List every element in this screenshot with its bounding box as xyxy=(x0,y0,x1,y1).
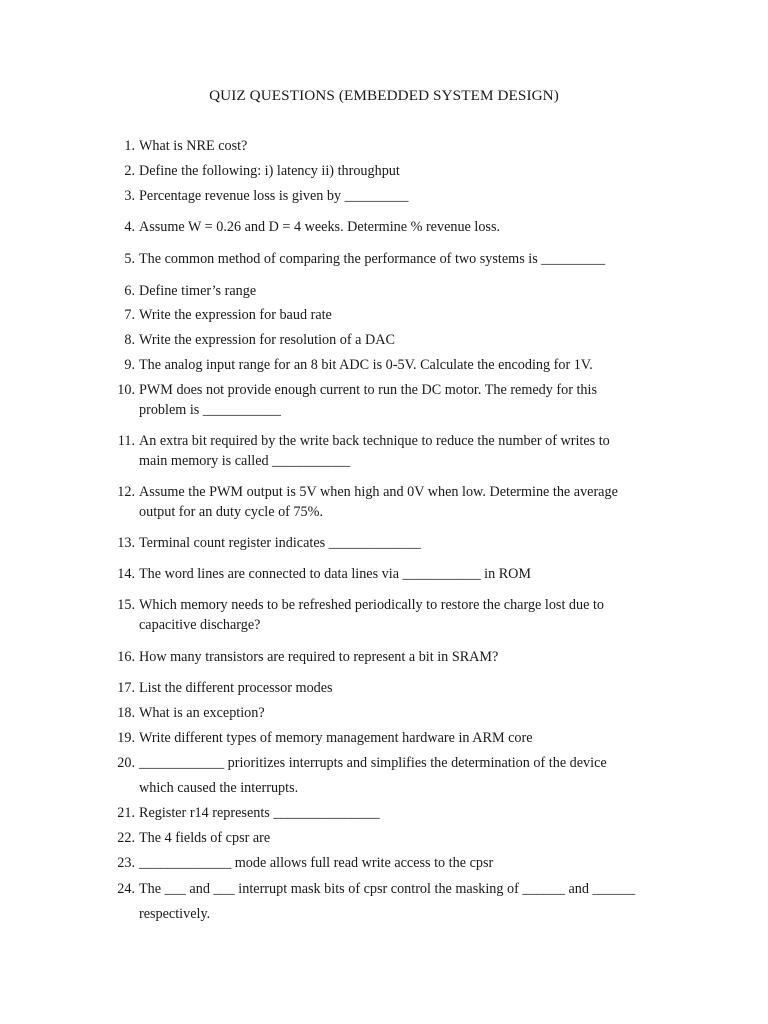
question-text: Write different types of memory management hardware in ARM core xyxy=(139,730,533,746)
question-number: 19. xyxy=(117,730,135,746)
question-number: 8. xyxy=(124,332,135,348)
question-number: 17. xyxy=(117,680,135,696)
question-text: Write the expression for resolution of a DAC xyxy=(139,332,395,348)
question-text: Write the expression for baud rate xyxy=(139,307,332,323)
question-number: 21. xyxy=(117,805,135,821)
question-text: List the different processor modes xyxy=(139,680,333,696)
question-text-continued: which caused the interrupts. xyxy=(139,780,299,796)
question-number: 22. xyxy=(117,830,135,846)
question-text: Percentage revenue loss is given by _________ xyxy=(139,188,409,204)
question-number: 13. xyxy=(117,535,135,551)
question-number: 6. xyxy=(124,283,135,299)
question-text: The analog input range for an 8 bit ADC is 0-5V. Calculate the encoding for 1V. xyxy=(139,357,593,373)
question-number: 11. xyxy=(117,433,135,449)
question-text: How many transistors are required to represent a bit in SRAM? xyxy=(139,649,499,665)
question-text: What is NRE cost? xyxy=(139,138,248,154)
question-number: 2. xyxy=(124,163,135,179)
question-text: Register r14 represents _______________ xyxy=(139,805,380,821)
question-number: 14. xyxy=(117,566,135,582)
question-number: 23. xyxy=(117,855,135,871)
question-number: 1. xyxy=(124,138,135,154)
question-number: 18. xyxy=(117,705,135,721)
question-number: 12. xyxy=(117,484,135,500)
question-text: An extra bit required by the write back technique to reduce the number of writes to xyxy=(139,433,610,449)
question-text-continued: capacitive discharge? xyxy=(139,617,261,633)
question-text: Define the following: i) latency ii) throughput xyxy=(139,163,400,179)
question-text: Assume W = 0.26 and D = 4 weeks. Determine % revenue loss. xyxy=(139,219,501,235)
question-text-continued: output for an duty cycle of 75%. xyxy=(139,504,323,520)
question-text-continued: main memory is called ___________ xyxy=(139,453,351,469)
question-number: 3. xyxy=(124,188,135,204)
question-text: The ___ and ___ interrupt mask bits of cpsr control the masking of ______ and ______ xyxy=(139,881,636,897)
question-text-continued: respectively. xyxy=(139,906,211,922)
question-number: 16. xyxy=(117,649,135,665)
question-text: The word lines are connected to data lines via ___________ in ROM xyxy=(139,566,532,582)
question-text: The 4 fields of cpsr are xyxy=(139,830,271,846)
question-text: Which memory needs to be refreshed periodically to restore the charge lost due to xyxy=(139,597,605,613)
question-text: ____________ prioritizes interrupts and simplifies the determination of the device xyxy=(139,755,607,771)
question-text: Assume the PWM output is 5V when high and 0V when low. Determine the average xyxy=(139,484,618,500)
question-number: 5. xyxy=(124,251,135,267)
question-text: _____________ mode allows full read write access to the cpsr xyxy=(139,855,494,871)
question-number: 4. xyxy=(124,219,135,235)
question-text: Define timer’s range xyxy=(139,283,257,299)
question-number: 20. xyxy=(117,755,135,771)
question-number: 10. xyxy=(117,382,135,398)
question-number: 15. xyxy=(117,597,135,613)
question-text: What is an exception? xyxy=(139,705,265,721)
question-text: Terminal count register indicates _____________ xyxy=(139,535,421,551)
question-text-continued: problem is ___________ xyxy=(139,402,281,418)
document-title: QUIZ QUESTIONS (EMBEDDED SYSTEM DESIGN) xyxy=(209,87,559,104)
question-number: 9. xyxy=(124,357,135,373)
question-number: 24. xyxy=(117,881,135,897)
question-text: The common method of comparing the performance of two systems is _________ xyxy=(139,251,606,267)
question-text: PWM does not provide enough current to run the DC motor. The remedy for this xyxy=(139,382,597,398)
question-number: 7. xyxy=(124,307,135,323)
